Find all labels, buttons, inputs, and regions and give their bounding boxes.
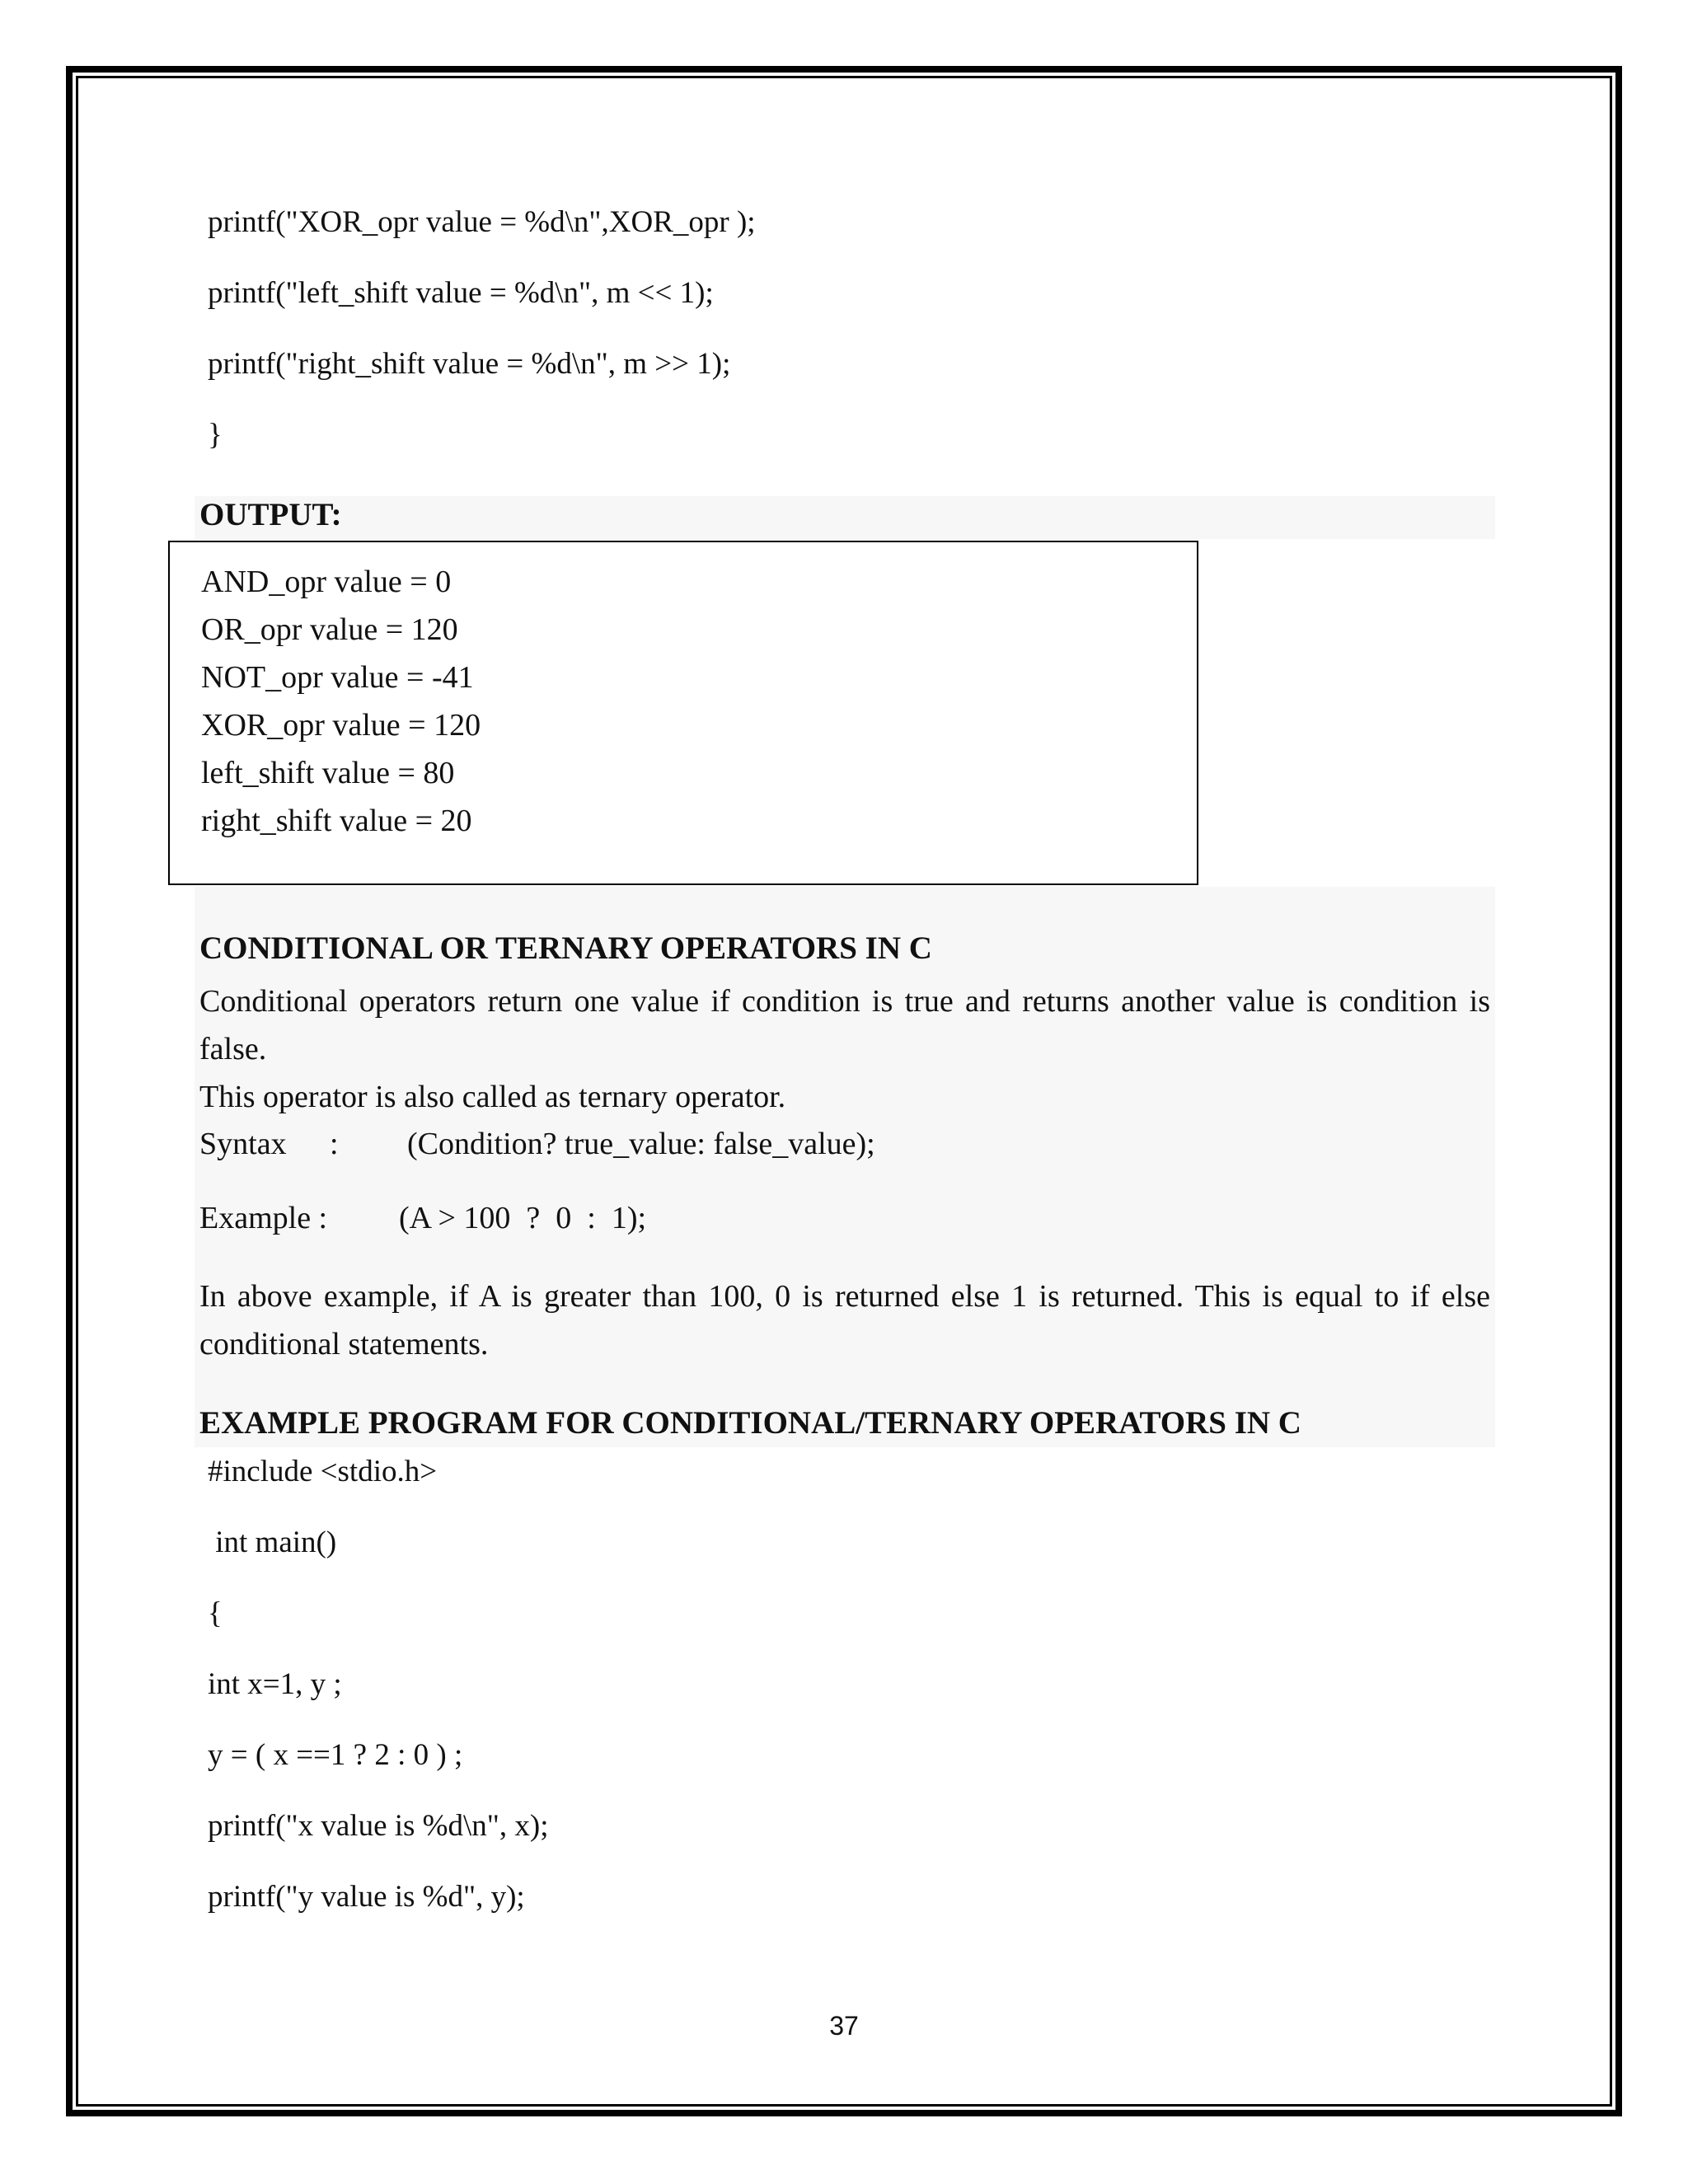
output-heading-band — [195, 496, 1495, 539]
output-line: NOT_opr value = -41 — [201, 660, 474, 695]
example-label: Example : — [199, 1201, 328, 1235]
code-line: printf("x value is %d\n", x); — [208, 1809, 549, 1843]
output-line: left_shift value = 80 — [201, 756, 455, 790]
conditional-paragraph: Conditional operators return one value if condition is true and returns another value is condition is false. — [199, 984, 1490, 1066]
output-line: AND_opr value = 0 — [201, 565, 452, 599]
code-line: int x=1, y ; — [208, 1667, 342, 1701]
page-number: 37 — [829, 2011, 859, 2041]
output-line: OR_opr value = 120 — [201, 612, 458, 647]
conditional-heading: CONDITIONAL OR TERNARY OPERATORS IN C — [199, 930, 932, 966]
output-line: XOR_opr value = 120 — [201, 708, 481, 743]
code-line: #include <stdio.h> — [208, 1455, 438, 1488]
code-line: } — [208, 418, 223, 452]
conditional-paragraph: This operator is also called as ternary operator. — [199, 1080, 786, 1114]
code-line: { — [208, 1596, 223, 1630]
conditional-paragraph: In above example, if A is greater than 100, 0 is returned else 1 is returned. This is equal to if else conditional statements. — [199, 1279, 1490, 1361]
syntax-value: (Condition? true_value: false_value); — [407, 1127, 875, 1161]
code-line: y = ( x ==1 ? 2 : 0 ) ; — [208, 1738, 463, 1772]
example-program-heading: EXAMPLE PROGRAM FOR CONDITIONAL/TERNARY OPERATORS IN C — [199, 1405, 1301, 1441]
example-value: (A > 100 ? 0 : 1); — [399, 1201, 647, 1235]
code-line: int main() — [208, 1526, 337, 1559]
output-box — [168, 541, 1198, 885]
output-line: right_shift value = 20 — [201, 804, 472, 838]
output-heading: OUTPUT: — [199, 497, 342, 532]
syntax-label: Syntax — [199, 1127, 287, 1161]
code-line: printf("XOR_opr value = %d\n",XOR_opr ); — [208, 205, 756, 239]
code-line: printf("right_shift value = %d\n", m >> 1); — [208, 347, 731, 381]
code-line: printf("y value is %d", y); — [208, 1880, 525, 1914]
code-line: printf("left_shift value = %d\n", m << 1); — [208, 276, 714, 310]
syntax-colon: : — [330, 1127, 339, 1161]
